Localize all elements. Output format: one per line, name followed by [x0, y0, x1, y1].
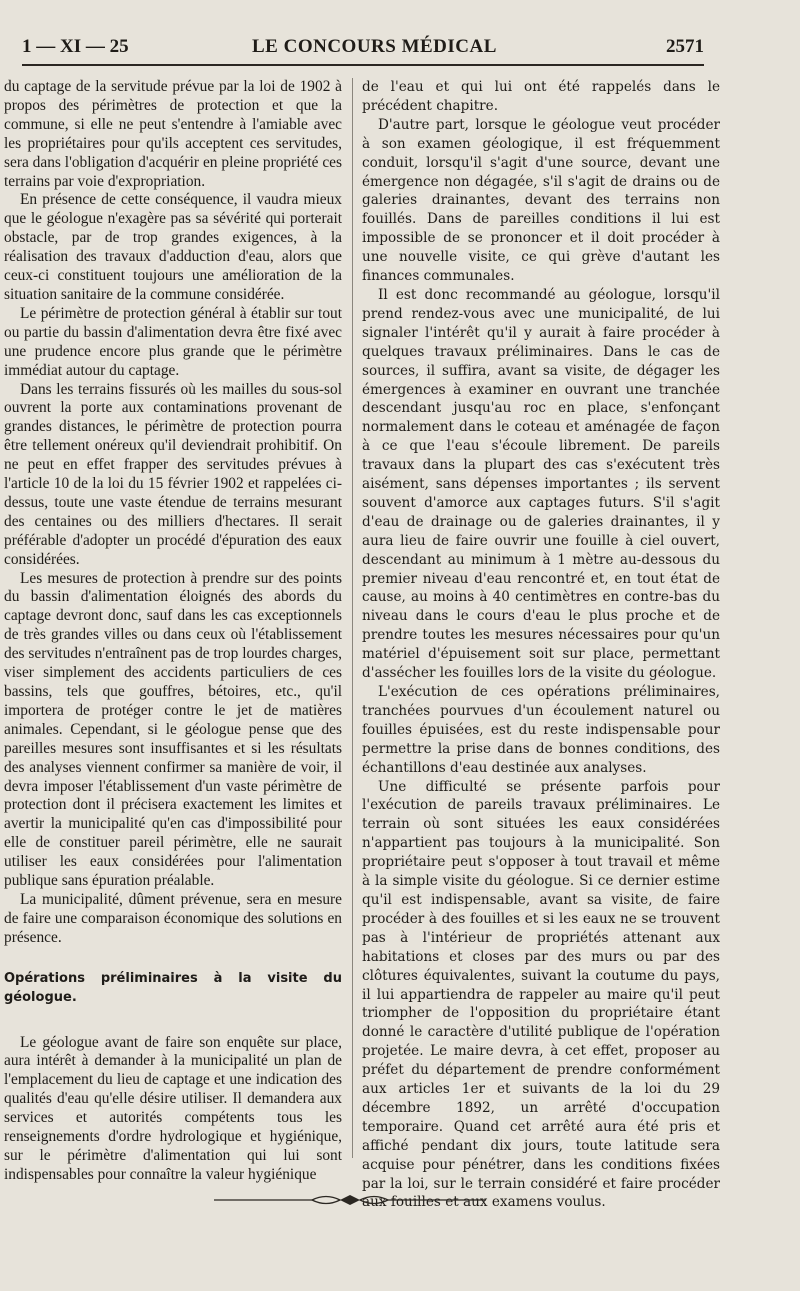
column-divider	[352, 78, 353, 1158]
paragraph: Le périmètre de protection général à établir sur tout ou partie du bassin d'alimentation devra être fixé avec une prudence encore plus grande que le périmètre immédiat autour du captage.	[4, 304, 342, 379]
page-number: 2571	[666, 36, 704, 57]
issue-date: 1 — XI — 25	[22, 36, 129, 57]
paragraph: En présence de cette conséquence, il vaudra mieux que le géologue n'exagère pas sa sévérité qui porterait obstacle, par de trop grandes exigences, à la réalisation des travaux d'adduction d'eau, alors que ceux-ci constituent toujours une amélioration de la situation sanitaire de la commune considérée.	[4, 191, 342, 303]
paragraph: de l'eau et qui lui ont été rappelés dans le précédent chapitre.	[362, 79, 720, 114]
paragraph: du captage de la servitude prévue par la loi de 1902 à propos des périmètres de protection et que la commune, si elle ne peut s'entendre à l'amiable avec les propriétaires pour qu'ils acceptent ces servitudes, sera dans l'obligation d'acquérir en pleine propriété ces terrains par voie d'expropriation.	[4, 78, 342, 190]
section-heading: Opérations préliminaires à la visite du géologue.	[4, 970, 342, 1005]
paragraph: La municipalité, dûment prévenue, sera en mesure de faire une comparaison économique des solutions en présence.	[4, 890, 342, 946]
journal-title: LE CONCOURS MÉDICAL	[252, 36, 497, 57]
paragraph: L'exécution de ces opérations préliminaires, tranchées pourvues d'un écoulement naturel ou fouilles épuisées, est du reste indispensable pour permettre la prise dans de bonnes conditions, des échantillons d'eau destinée aux analyses.	[362, 684, 720, 776]
paragraph: Dans les terrains fissurés où les mailles du sous-sol ouvrent la porte aux contaminations provenant de grandes distances, le périmètre de protection pourra être tellement onéreux qu'il deviendrait prohibitif. On ne peut en effet frapper des servitudes prévues à l'article 10 de la loi du 15 février 1902 et rappelées ci-dessus, toute une vaste étendue de terrains mesurant des centaines ou des milliers d'hectares. Il serait préférable d'adopter un procédé d'épuration des eaux considérées.	[4, 380, 342, 568]
paragraph: Les mesures de protection à prendre sur des points du bassin d'alimentation éloignés des abords du captage devront donc, sauf dans les cas exceptionnels de très grandes villes ou dans ceux où l'établissement des servitudes n'entraînent pas de trop lourdes charges, viser simplement des accidents particuliers de ces bassins, tels que gouffres, bétoires, etc., qu'il importera de protéger contre le jet de matières animales. Cependant, si le géologue pense que des pareilles mesures sont insuffisantes et si les résultats des analyses viennent confirmer sa manière de voir, il devra imposer l'établissement d'un vaste périmètre de protection dont il précisera exactement les limites et avertir la municipalité qu'en cas d'impossibilité pour elle de constituer pareil périmètre, elle ne saurait utiliser les eaux considérées pour l'alimentation publique sans épuration préalable.	[4, 569, 342, 890]
paragraph: Le géologue avant de faire son enquête sur place, aura intérêt à demander à la municipalité un plan de l'emplacement du lieu de captage et une indication des qualités d'eau qu'elle désire utiliser. Il demandera aux services et autorités compétents tous les renseignements d'ordre hydrologique et hygiénique, sur le périmètre d'alimentation qui lui sont indispensables pour connaître la valeur hygiénique	[4, 1033, 342, 1183]
left-column	[4, 78, 342, 1185]
end-flourish-icon	[214, 1190, 486, 1210]
right-column	[362, 78, 720, 1212]
header-rule	[22, 64, 704, 66]
paragraph: D'autre part, lorsque le géologue veut procéder à son examen géologique, il est fréquemment conduit, lorsqu'il s'agit d'une source, devant une émergence non dégagée, s'il s'agit de drains ou de galeries drainantes, devant des terrains non fouillés. Dans de pareilles conditions il lui est impossible de se prononcer et il doit procéder à une nouvelle visite, ce qui grève d'autant les finances communales.	[362, 116, 720, 285]
paragraph: Il est donc recommandé au géologue, lorsqu'il prend rendez-vous avec une municipalité, de lui signaler l'intérêt qu'il y aurait à faire procéder à quelques travaux préliminaires. Dans le cas de sources, il suffira, avant sa visite, de dégager les émergences à examiner en ouvrant une tranchée descendant jusqu'au roc en place, s'enfonçant normalement dans le coteau et aménagée de façon à ce que l'eau s'écoule librement. De pareils travaux dans la plupart des cas s'exécutent très aisément, sans dépenses importantes ; ils servent souvent d'amorce aux captages futurs. S'il s'agit d'eau de drainage ou de galeries drainantes, il y aura lieu de faire ouvrir une fouille à ciel ouvert, descendant au minimum à 1 mètre au-dessous du premier niveau d'eau rencontré et, en tout état de cause, au moins à 40 centimètres en contre-bas du niveau dans le cours d'eau le plus proche et de prendre toutes les mesures nécessaires pour qu'un matériel d'épuisement soit sur place, permettant d'assécher les fouilles lors de la visite du géologue.	[362, 286, 720, 682]
paragraph: Une difficulté se présente parfois pour l'exécution de pareils travaux préliminaires. Le terrain où sont situées les eaux considérées n'appartient pas toujours à la municipalité. Son propriétaire peut s'opposer à tout travail et même à la simple visite du géologue. Si ce dernier estime qu'il est indispensable, avant sa visite, de faire procéder à des fouilles et si les eaux ne se trouvent pas à l'intérieur de propriétés attenant aux habitations et closes par des murs ou par des clôtures équivalentes, suivant la coutume du pays, il lui appartiendra de rappeler au maire qu'il peut triompher de l'opposition du propriétaire étant donné le caractère d'utilité publique de l'opération projetée. Le maire devra, à cet effet, proposer au préfet du département de prendre conformément aux articles 1er et suivants de la loi du 29 décembre 1892, un arrêté d'occupation temporaire. Quand cet arrêté aura été pris et affiché pendant dix jours, toute latitude sera acquise pour pénétrer, dans les conditions fixées par la loi, sur le terrain considéré et faire procéder aux fouilles et aux examens voulus.	[362, 778, 720, 1211]
page-header	[22, 36, 704, 60]
